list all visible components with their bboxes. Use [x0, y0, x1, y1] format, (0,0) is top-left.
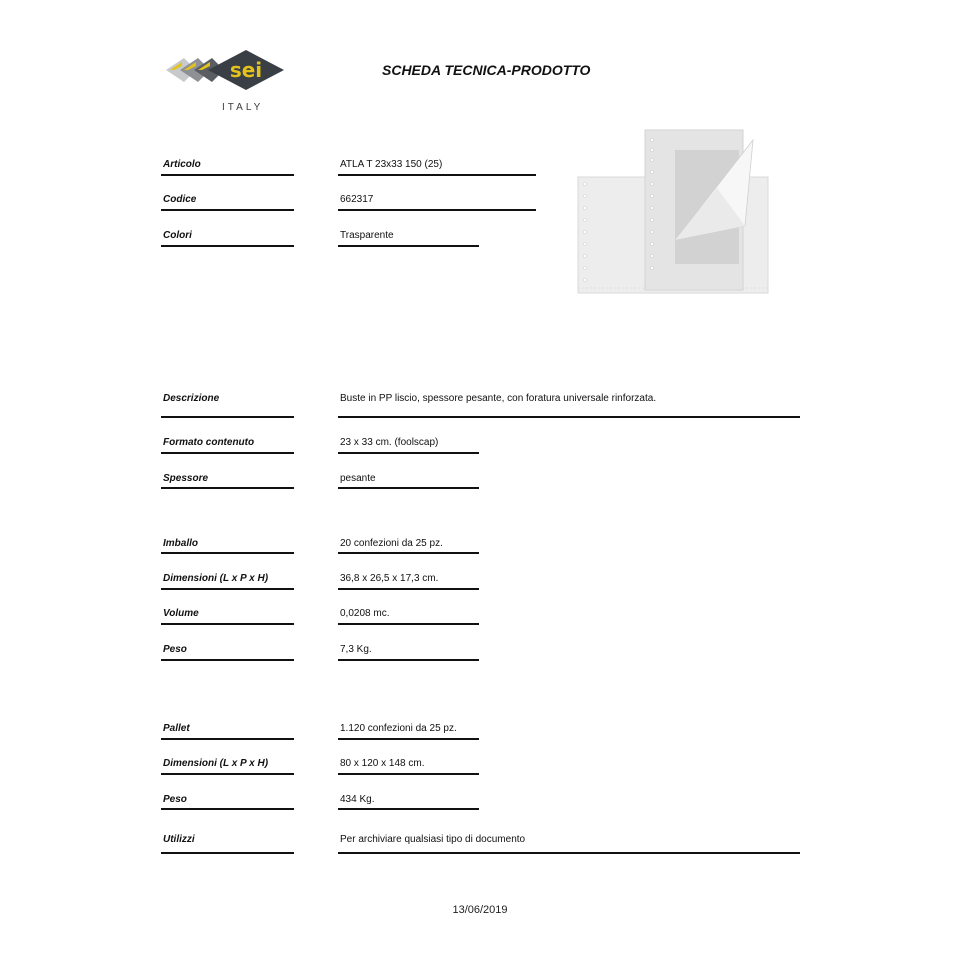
- logo-text: sei: [229, 58, 263, 82]
- value-dimensioni-pallet: 80 x 120 x 148 cm.: [340, 758, 425, 769]
- rule-value: [338, 452, 479, 454]
- label-peso-imballo: Peso: [163, 644, 187, 655]
- value-peso-pallet: 434 Kg.: [340, 794, 375, 805]
- label-colori: Colori: [163, 230, 192, 241]
- label-peso-pallet: Peso: [163, 794, 187, 805]
- sei-italy-logo: [162, 44, 292, 120]
- rule-label: [161, 659, 294, 661]
- rule-value: [338, 773, 479, 775]
- page-title: SCHEDA TECNICA-PRODOTTO: [382, 62, 591, 78]
- rule-label: [161, 738, 294, 740]
- value-dimensioni-imballo: 36,8 x 26,5 x 17,3 cm.: [340, 573, 439, 584]
- label-codice: Codice: [163, 194, 197, 205]
- logo-mark: [162, 44, 292, 104]
- rule-label: [161, 588, 294, 590]
- label-formato-contenuto: Formato contenuto: [163, 437, 255, 448]
- rule-value: [338, 416, 800, 418]
- value-pallet: 1.120 confezioni da 25 pz.: [340, 723, 457, 734]
- value-articolo: ATLA T 23x33 150 (25): [340, 159, 443, 170]
- label-imballo: Imballo: [163, 538, 199, 549]
- logo-subtext: ITALY: [222, 102, 264, 113]
- rule-value: [338, 852, 800, 854]
- rule-label: [161, 808, 294, 810]
- label-pallet: Pallet: [163, 723, 190, 734]
- value-peso-imballo: 7,3 Kg.: [340, 644, 372, 655]
- rule-value: [338, 738, 479, 740]
- rule-label: [161, 773, 294, 775]
- label-volume: Volume: [163, 608, 199, 619]
- rule-label: [161, 852, 294, 854]
- rule-label: [161, 487, 294, 489]
- value-formato-contenuto: 23 x 33 cm. (foolscap): [340, 437, 439, 448]
- label-spessore: Spessore: [163, 473, 209, 484]
- footer-date: 13/06/2019: [452, 904, 508, 916]
- value-codice: 662317: [340, 194, 374, 205]
- label-dimensioni-pallet: Dimensioni (L x P x H): [163, 758, 269, 769]
- label-dimensioni-imballo: Dimensioni (L x P x H): [163, 573, 269, 584]
- rule-label: [161, 452, 294, 454]
- label-descrizione: Descrizione: [163, 393, 220, 404]
- value-utilizzi: Per archiviare qualsiasi tipo di documento: [340, 834, 526, 845]
- rule-value: [338, 552, 479, 554]
- rule-value: [338, 245, 479, 247]
- rule-value: [338, 487, 479, 489]
- value-descrizione: Buste in PP liscio, spessore pesante, con foratura universale rinforzata.: [340, 393, 657, 404]
- rule-value: [338, 659, 479, 661]
- product-image: [577, 128, 769, 296]
- rule-value: [338, 209, 536, 211]
- value-volume: 0,0208 mc.: [340, 608, 390, 619]
- rule-value: [338, 623, 479, 625]
- rule-value: [338, 174, 536, 176]
- rule-value: [338, 808, 479, 810]
- value-imballo: 20 confezioni da 25 pz.: [340, 538, 443, 549]
- rule-label: [161, 552, 294, 554]
- label-articolo: Articolo: [163, 159, 201, 170]
- rule-label: [161, 245, 294, 247]
- rule-label: [161, 209, 294, 211]
- rule-label: [161, 416, 294, 418]
- rule-value: [338, 588, 479, 590]
- value-spessore: pesante: [340, 473, 376, 484]
- rule-label: [161, 174, 294, 176]
- rule-label: [161, 623, 294, 625]
- label-utilizzi: Utilizzi: [163, 834, 195, 845]
- value-colori: Trasparente: [340, 230, 394, 241]
